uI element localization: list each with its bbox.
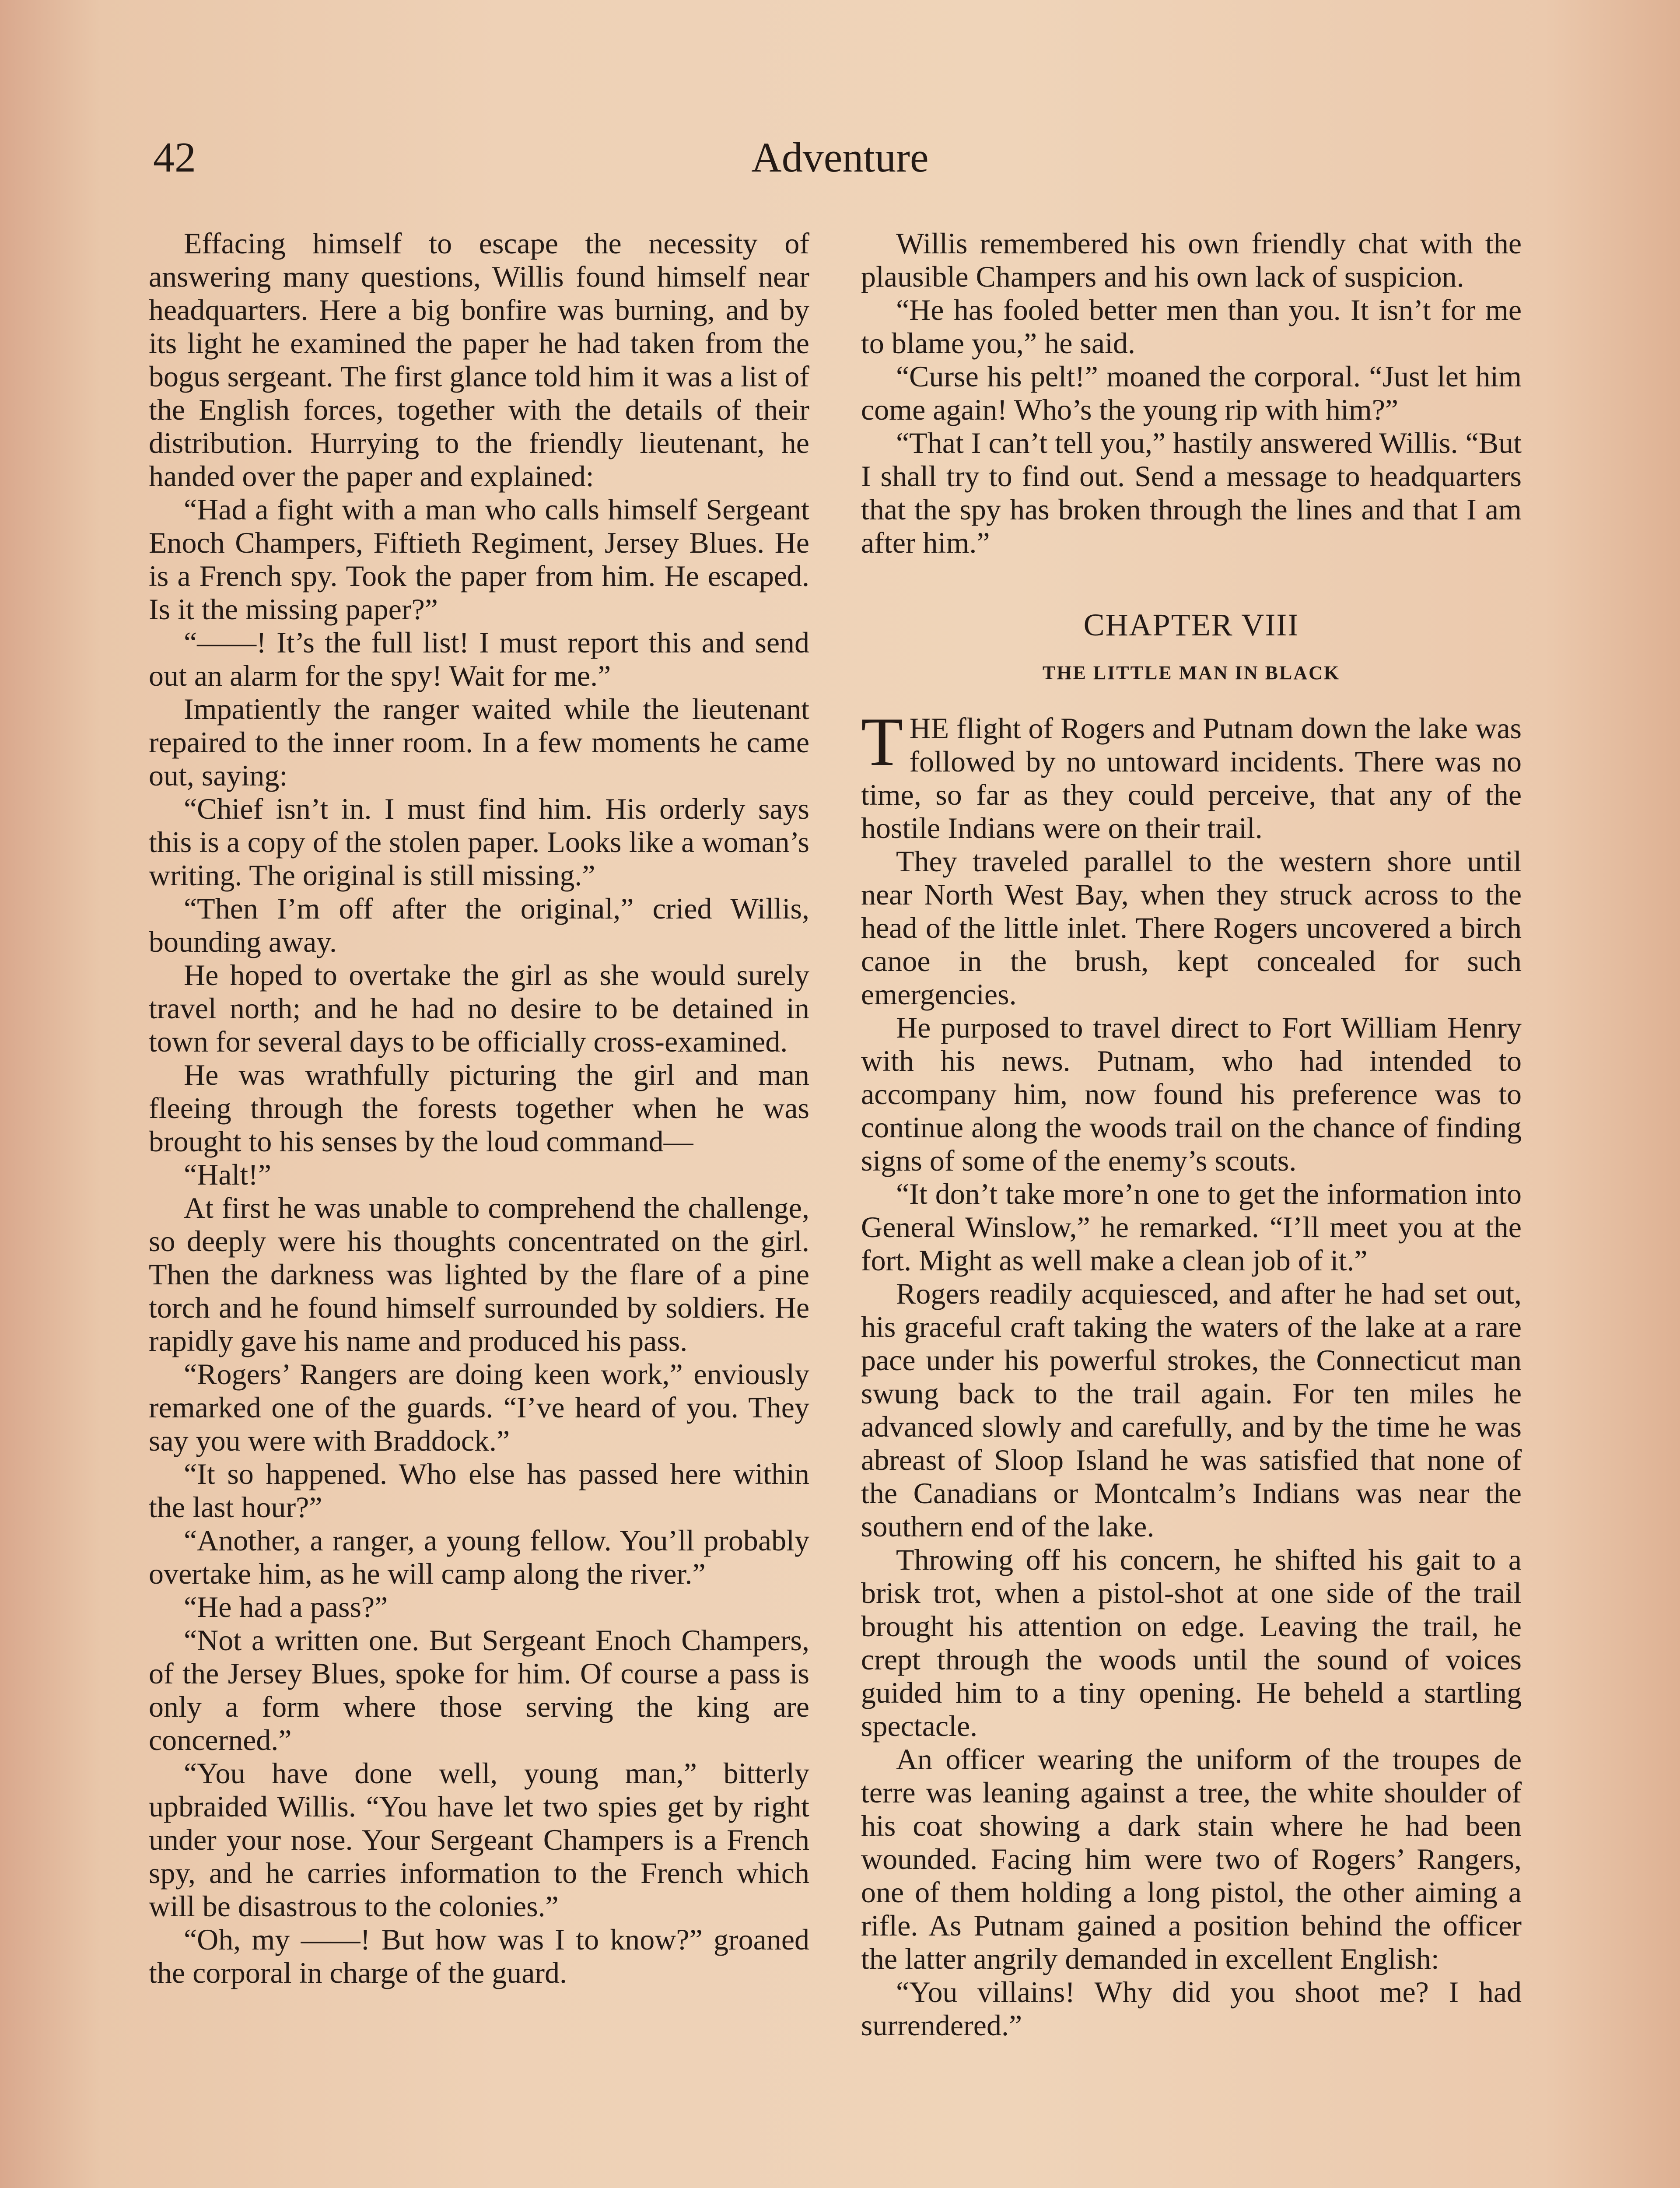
paragraph: “Not a written one. But Sergeant Enoch Champers, of the Jersey Blues, spoke for him. Of course a pass is only a form where those serving the king are concerned.” (149, 1623, 809, 1757)
paragraph: “Rogers’ Rangers are doing keen work,” enviously remarked one of the guards. “I’ve heard of you. They say you were with Braddock.” (149, 1357, 809, 1457)
paragraph: “Chief isn’t in. I must find him. His orderly says this is a copy of the stolen paper. Looks like a woman’s writing. The original is still missing.” (149, 792, 809, 892)
page-header (153, 131, 1527, 193)
paragraph: He purposed to travel direct to Fort William Henry with his news. Putnam, who had intended to accompany him, now found his preference was to continue along the woods trail on the chance of finding signs of some of the enemy’s scouts. (861, 1011, 1522, 1177)
paragraph: Willis remembered his own friendly chat with the plausible Champers and his own lack of suspicion. (861, 227, 1522, 293)
magazine-title: Adventure (751, 134, 929, 181)
paragraph: At first he was unable to comprehend the challenge, so deeply were his thoughts concentrated on the girl. Then the darkness was lighted by the flare of a pine torch and he found himself surrounded by soldiers. He rapidly gave his name and produced his pass. (149, 1191, 809, 1357)
paragraph: He hoped to overtake the girl as she would surely travel north; and he had no desire to be detained in town for several days to be officially cross-examined. (149, 958, 809, 1058)
paragraph: He was wrathfully picturing the girl and man fleeing through the forests together when he was brought to his senses by the loud command— (149, 1058, 809, 1158)
paragraph: “——! It’s the full list! I must report this and send out an alarm for the spy! Wait for me.” (149, 626, 809, 692)
paragraph: “Had a fight with a man who calls himself Sergeant Enoch Champers, Fiftieth Regiment, Jersey Blues. He is a French spy. Took the paper from him. He escaped. Is it the missing paper?” (149, 493, 809, 626)
chapter-opening-paragraph (861, 704, 1522, 845)
left-column (149, 227, 809, 1989)
chapter-title: CHAPTER VIII (1083, 607, 1299, 642)
paragraph: “It don’t take more’n one to get the information into General Winslow,” he remarked. “I’ll meet you at the fort. Might as well make a clean job of it.” (861, 1177, 1522, 1277)
page-number: 42 (153, 134, 196, 181)
chapter-opening-text: HE flight of Rogers and Putnam down the lake was followed by no untoward incidents. There was no time, so far as they could perceive, that any of the hostile Indians were on their trail. (861, 712, 1522, 845)
paragraph: “Halt!” (184, 1158, 272, 1191)
paragraph: “Curse his pelt!” moaned the corporal. “Just let him come again! Who’s the young rip with him?” (861, 360, 1522, 426)
paragraph: “Then I’m off after the original,” cried Willis, bounding away. (149, 892, 809, 958)
paragraph: Effacing himself to escape the necessity of answering many questions, Willis found himself near headquarters. Here a big bonfire was burning, and by its light he examined the paper he had taken from the bogus sergeant. The first glance told him it was a list of the English forces, together with the details of their distribution. Hurrying to the friendly lieutenant, he handed over the paper and explained: (149, 227, 809, 493)
paragraph: They traveled parallel to the western shore until near North West Bay, when they struck across to the head of the little inlet. There Rogers uncovered a birch canoe in the brush, kept concealed for such emergencies. (861, 845, 1522, 1011)
paragraph: Rogers readily acquiesced, and after he had set out, his graceful craft taking the waters of the lake at a rare pace under his powerful strokes, the Connecticut man swung back to the trail again. For ten miles he advanced slowly and carefully, and by the time he was abreast of Sloop Island he was satisfied that none of the Canadians or Montcalm’s Indians was near the southern end of the lake. (861, 1277, 1522, 1543)
paragraph: “He has fooled better men than you. It isn’t for me to blame you,” he said. (861, 293, 1522, 360)
paragraph: “You villains! Why did you shoot me? I had surrendered.” (861, 1975, 1522, 2042)
paragraph: Throwing off his concern, he shifted his gait to a brisk trot, when a pistol-shot at one side of the trail brought his attention on edge. Leaving the trail, he crept through the woods until the sound of voices guided him to a tiny opening. He beheld a startling spectacle. (861, 1543, 1522, 1743)
paragraph: “That I can’t tell you,” hastily answered Willis. “But I shall try to find out. Send a message to headquarters that the spy has broken through the lines and that I am after him.” (861, 426, 1522, 559)
right-column (861, 227, 1522, 2042)
paragraph: “He had a pass?” (184, 1590, 388, 1623)
paragraph: “Another, a ranger, a young fellow. You’ll probably overtake him, as he will camp along the river.” (149, 1524, 809, 1590)
chapter-subtitle: THE LITTLE MAN IN BLACK (1042, 662, 1340, 684)
drop-cap: T (861, 704, 903, 780)
paragraph: An officer wearing the uniform of the troupes de terre was leaning against a tree, the white shoulder of his coat showing a dark stain where he had been wounded. Facing him were two of Rogers’ Rangers, one of them holding a long pistol, the other aiming a rifle. As Putnam gained a position behind the officer the latter angrily demanded in excellent English: (861, 1743, 1522, 1975)
paragraph: “It so happened. Who else has passed here within the last hour?” (149, 1457, 809, 1524)
paragraph: “Oh, my ——! But how was I to know?” groaned the corporal in charge of the guard. (149, 1923, 809, 1989)
paragraph: Impatiently the ranger waited while the lieutenant repaired to the inner room. In a few moments he came out, saying: (149, 692, 809, 792)
paragraph: “You have done well, young man,” bitterly upbraided Willis. “You have let two spies get by right under your nose. Your Sergeant Champers is a French spy, and he carries information to the French which will be disastrous to the colonies.” (149, 1757, 809, 1923)
